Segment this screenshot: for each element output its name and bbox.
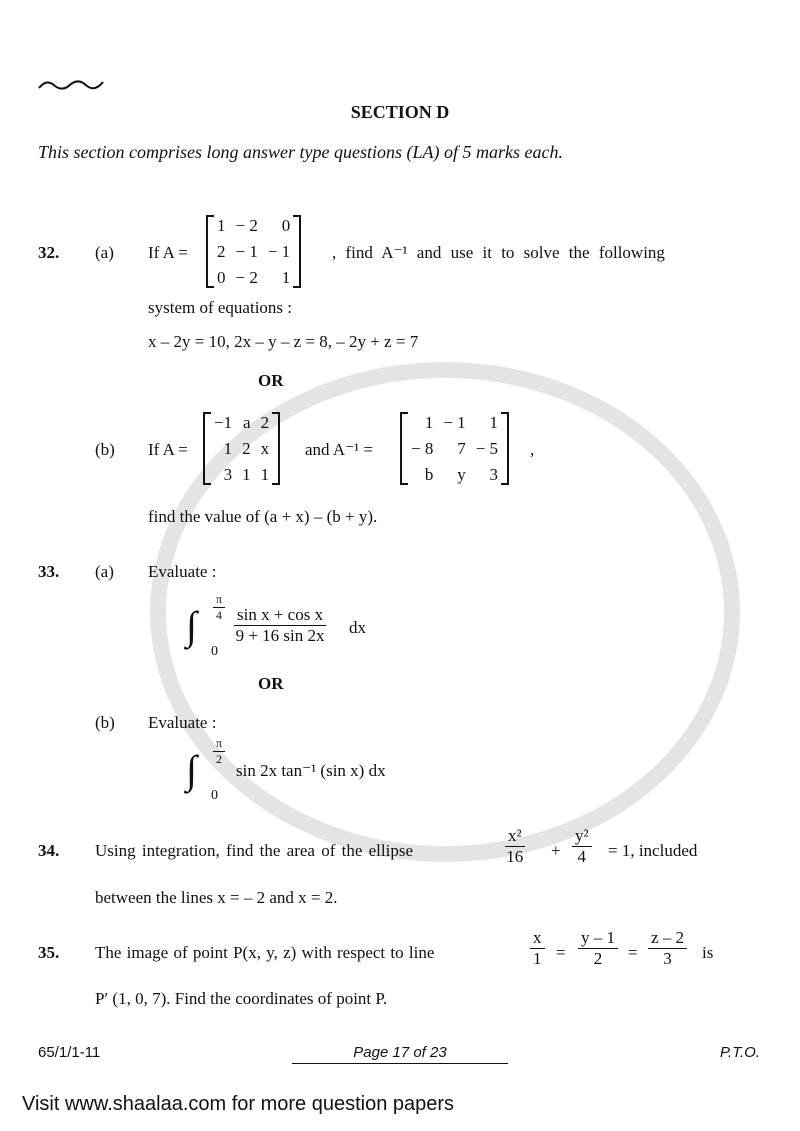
fraction-x2-16 [505,826,525,867]
denominator: 3 [663,949,672,968]
page-number: Page 17 of 23 [292,1044,508,1064]
matrix-cell: −1 [214,413,233,432]
q32a-line2: system of equations : [148,298,293,317]
numerator: x² [505,826,525,847]
q32b-line2: find the value of (a + x) – (b + y). [148,507,378,526]
matrix-cell: a [243,413,251,432]
matrix-cell: − 1 [443,413,466,432]
q33b-integrand: sin 2x tan⁻¹ (sin x) dx [236,761,386,780]
integrand-fraction [234,605,326,646]
equals: = [628,943,638,962]
q32a-equations: x – 2y = 10, 2x – y – z = 8, – 2y + z = 7 [148,332,419,351]
matrix-cell: − 5 [475,439,499,458]
lower-limit: 0 [211,788,218,803]
q32-number: 32. [38,243,60,262]
q33b-label: (b) [95,713,115,732]
denominator: 16 [506,847,524,866]
matrix-cell: 2 [242,439,251,458]
fraction-y2-4 [572,826,592,867]
matrix-cell: 1 [217,216,226,235]
dx: dx [349,618,366,637]
fraction-x-1 [530,928,545,969]
matrix-cell: − 1 [267,242,291,261]
q32a-label: (a) [95,243,114,262]
fraction-z [648,928,687,969]
squiggle-icon [38,78,104,92]
matrix-cell: 1 [260,465,270,484]
or-label: OR [258,371,284,390]
lower-limit: 0 [211,644,218,659]
q33-number: 33. [38,562,60,581]
q33b-text: Evaluate : [148,713,217,732]
matrix-cell: 1 [424,413,434,432]
q35-text2: is [702,943,714,962]
q33a-text: Evaluate : [148,562,217,581]
upper-limit [213,592,225,623]
upper-limit-num: π [213,592,225,608]
matrix-cell: 1 [489,413,499,432]
plus: + [551,841,561,860]
q32a-suffix: , find A⁻¹ and use it to solve the following [332,243,665,262]
section-intro: This section comprises long answer type questions (LA) of 5 marks each. [38,142,563,162]
denominator: 1 [533,949,542,968]
matrix-cell: 0 [217,268,226,287]
q32a-prefix: If A = [148,243,188,262]
upper-limit [213,736,225,767]
matrix-cell: 2 [217,242,226,261]
q32b-suffix: , [530,440,535,459]
bottom-banner-link[interactable]: Visit www.shaalaa.com for more question papers [22,1093,455,1115]
q34-text1: Using integration, find the area of the ellipse [95,841,414,860]
matrix-cell: 7 [457,439,466,458]
matrix-cell: − 8 [411,439,434,458]
numerator: sin x + cos x [234,605,326,626]
numerator: y – 1 [578,928,618,949]
matrix-cell: − 1 [235,242,258,261]
denominator: 9 + 16 sin 2x [235,626,325,645]
q35-number: 35. [38,943,60,962]
matrix-cell: − 2 [235,268,258,287]
matrix-cell: 3 [489,465,499,484]
q35-line2: P′ (1, 0, 7). Find the coordinates of point P. [95,989,388,1008]
upper-limit-den: 2 [216,752,223,766]
q32b-label: (b) [95,440,115,459]
matrix-a-b [203,412,280,485]
numerator: z – 2 [648,928,687,949]
matrix-cell: x [260,439,270,458]
q34-number: 34. [38,841,60,860]
q34-text2: = 1, included [608,841,698,860]
q34-line2: between the lines x = – 2 and x = 2. [95,888,338,907]
integral-sign-icon: ∫ [186,603,197,648]
q33a-label: (a) [95,562,114,581]
matrix-cell: y [457,465,466,484]
equals: = [556,943,566,962]
q32b-prefix: If A = [148,440,188,459]
matrix-a [206,215,301,288]
q35-text1: The image of point P(x, y, z) with respect to line [95,943,435,962]
numerator: x [530,928,545,949]
integral-sign-icon: ∫ [186,747,197,792]
denominator: 2 [593,949,603,968]
pto: P.T.O. [719,1044,760,1061]
denominator: 4 [577,847,587,866]
matrix-cell: 2 [260,413,270,432]
matrix-cell: − 2 [235,216,258,235]
matrix-cell: 3 [223,465,233,484]
q32b-middle: and A⁻¹ = [305,440,374,459]
or-label: OR [258,674,284,693]
section-title: SECTION D [350,102,450,122]
matrix-cell: b [424,465,434,484]
numerator: y² [572,826,592,847]
matrix-cell: 1 [242,465,251,484]
matrix-cell: 0 [281,216,291,235]
matrix-cell: 1 [281,268,291,287]
fraction-y [578,928,618,969]
upper-limit-den: 4 [216,608,223,622]
paper-code: 65/1/1-11 [38,1044,101,1061]
matrix-a-inverse [400,412,509,485]
matrix-cell: 1 [223,439,233,458]
upper-limit-num: π [213,736,225,752]
